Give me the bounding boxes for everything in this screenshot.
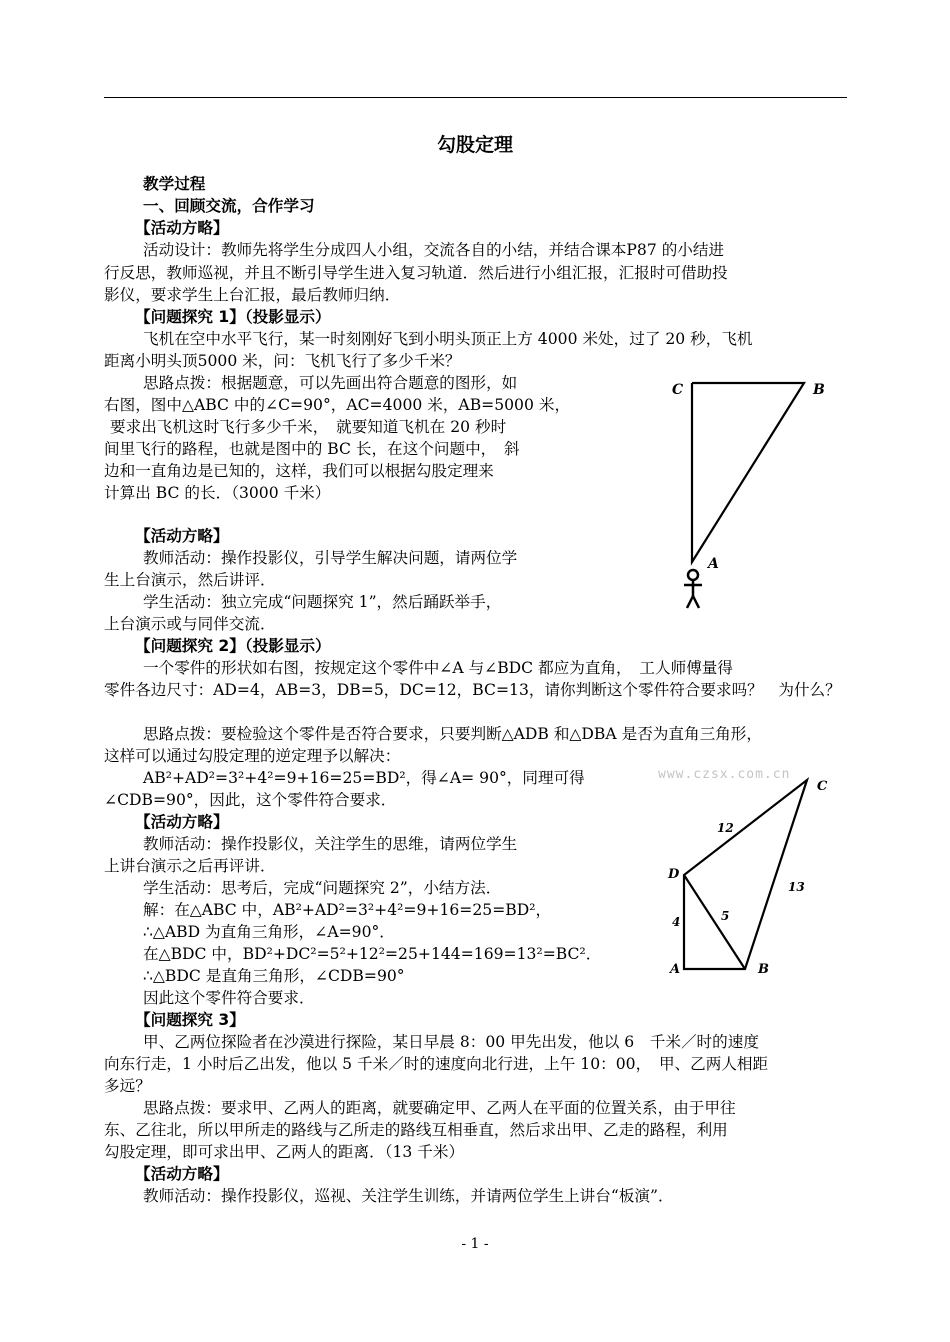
text-line: 勾股定理，即可求出甲、乙两人的距离．（13 千米） xyxy=(104,1143,465,1161)
subheading: 【问题探究 2】（投影显示） xyxy=(135,637,331,655)
label-a: A xyxy=(670,962,681,977)
text-line: 思路点拨：要求甲、乙两人的距离，就要确定甲、乙两人在平面的位置关系，由于甲往 xyxy=(143,1099,736,1117)
page-number: - 1 - xyxy=(461,1236,489,1252)
label-d: D xyxy=(668,867,680,882)
text-line: 思路点拨：根据题意，可以先画出符合题意的图形，如 xyxy=(143,374,518,392)
length-db: 5 xyxy=(721,909,730,923)
page-title: 勾股定理 xyxy=(436,134,513,156)
text-line: 学生活动：独立完成“问题探究 1”，然后踊跃举手， xyxy=(143,593,502,611)
subheading: 【问题探究 3】 xyxy=(135,1011,245,1029)
label-c: C xyxy=(672,382,684,398)
text-line: 东、乙往北，所以甲所走的路线与乙所走的路线互相垂直，然后求出甲、乙走的路程，利用 xyxy=(104,1121,728,1139)
section-heading: 一、回顾交流，合作学习 xyxy=(143,197,315,215)
text-line: 在△BDC 中，BD²+DC²=5²+12²=25+144=169=13²=BC²． xyxy=(143,945,602,963)
text-line: 学生活动：思考后，完成“问题探究 2”，小结方法． xyxy=(143,879,502,897)
text-line: AB²+AD²=3²+4²=9+16=25=BD²，得∠A= 90°，同理可得 xyxy=(143,769,585,787)
text-line: 飞机在空中水平飞行，某一时刻刚好飞到小明头顶正上方 4000 米处，过了 20 秒，飞机 xyxy=(143,330,753,348)
length-dc: 12 xyxy=(717,821,734,835)
text-line: 间里飞行的路程，也就是图中的 BC 长，在这个问题中， 斜 xyxy=(104,440,520,458)
watermark: www.czsx.com.cn xyxy=(658,767,791,782)
text-line: ∴△ABD 为直角三角形，∠A=90°． xyxy=(143,923,395,941)
text-line: 右图，图中△ABC 中的∠C=90°，AC=4000 米，AB=5000 米， xyxy=(104,396,571,414)
figure-airplane-triangle xyxy=(660,370,840,620)
text-line: 距离小明头顶5000 米，问：飞机飞行了多少千米？ xyxy=(104,352,461,370)
text-line: 零件各边尺寸：AD=4，AB=3，DB=5，DC=12，BC=13，请你判断这个零件符合要求吗？ 为什么？ xyxy=(104,681,841,699)
text-line: 教师活动：操作投影仪，引导学生解决问题，请两位学 xyxy=(143,549,518,567)
text-line: 思路点拨：要检验这个零件是否符合要求，只要判断△ADB 和△DBA 是否为直角三角形， xyxy=(143,725,762,743)
diagonal-db xyxy=(684,875,745,969)
text-line: 多远？ xyxy=(104,1077,151,1095)
label-b: B xyxy=(813,382,825,398)
person-icon xyxy=(684,570,702,608)
length-bc: 13 xyxy=(788,880,805,894)
text-line: 甲、乙两位探险者在沙漠进行探险，某日早晨 8：00 甲先出发，他以 6 千米／时的速度 xyxy=(143,1033,759,1051)
subheading: 【活动方略】 xyxy=(135,1165,229,1183)
text-line: 行反思，教师巡视，并且不断引导学生进入复习轨道．然后进行小组汇报，汇报时可借助投 xyxy=(104,264,728,282)
text-line: 教学过程 xyxy=(143,175,206,193)
text-line: 上台演示或与同伴交流． xyxy=(104,615,276,633)
text-line: 解：在△ABC 中，AB²+AD²=3²+4²=9+16=25=BD²， xyxy=(143,901,552,919)
triangle-abc xyxy=(692,383,804,562)
text-line: 教师活动：操作投影仪，关注学生的思维，请两位学生 xyxy=(143,835,518,853)
text-line: 向东行走，1 小时后乙出发，他以 5 千米／时的速度向北行进，上午 10：00， 甲、乙两人相距 xyxy=(104,1055,769,1073)
text-line: 计算出 BC 的长．（3000 千米） xyxy=(104,484,331,502)
text-line: 生上台演示，然后讲评． xyxy=(104,571,276,589)
text-line: ∴△BDC 是直角三角形，∠CDB=90° xyxy=(143,967,405,985)
text-line: 边和一直角边是已知的，这样，我们可以根据勾股定理来 xyxy=(104,462,494,480)
text-line: 因此这个零件符合要求． xyxy=(143,989,315,1007)
text-line: ∠CDB=90°，因此，这个零件符合要求． xyxy=(104,791,397,809)
text-line: 这样可以通过勾股定理的逆定理予以解决： xyxy=(104,747,401,765)
text-line: 活动设计：教师先将学生分成四人小组，交流各自的小结，并结合课本P87 的小结进 xyxy=(143,241,725,259)
subheading: 【活动方略】 xyxy=(135,527,229,545)
text-line: 教师活动：操作投影仪，巡视、关注学生训练，并请两位学生上讲台“板演”． xyxy=(143,1187,674,1205)
subheading: 【活动方略】 xyxy=(135,813,229,831)
text-line: 一个零件的形状如右图，按规定这个零件中∠A 与∠BDC 都应为直角， 工人师傅量得 xyxy=(143,659,733,677)
length-ad: 4 xyxy=(672,915,681,929)
subheading: 【活动方略】 xyxy=(135,219,229,237)
text-line: 影仪，要求学生上台汇报，最后教师归纳． xyxy=(104,286,401,304)
figure-part-shape xyxy=(660,772,840,982)
quadrilateral-adcb xyxy=(684,780,807,969)
header-rule xyxy=(104,97,847,98)
text-line: 上讲台演示之后再评讲． xyxy=(104,857,276,875)
label-a: A xyxy=(708,556,719,572)
label-c: C xyxy=(817,779,828,794)
subheading: 【问题探究 1】（投影显示） xyxy=(135,308,331,326)
label-b: B xyxy=(758,962,769,977)
text-line: 要求出飞机这时飞行多少千米， 就要知道飞机在 20 秒时 xyxy=(110,418,507,436)
